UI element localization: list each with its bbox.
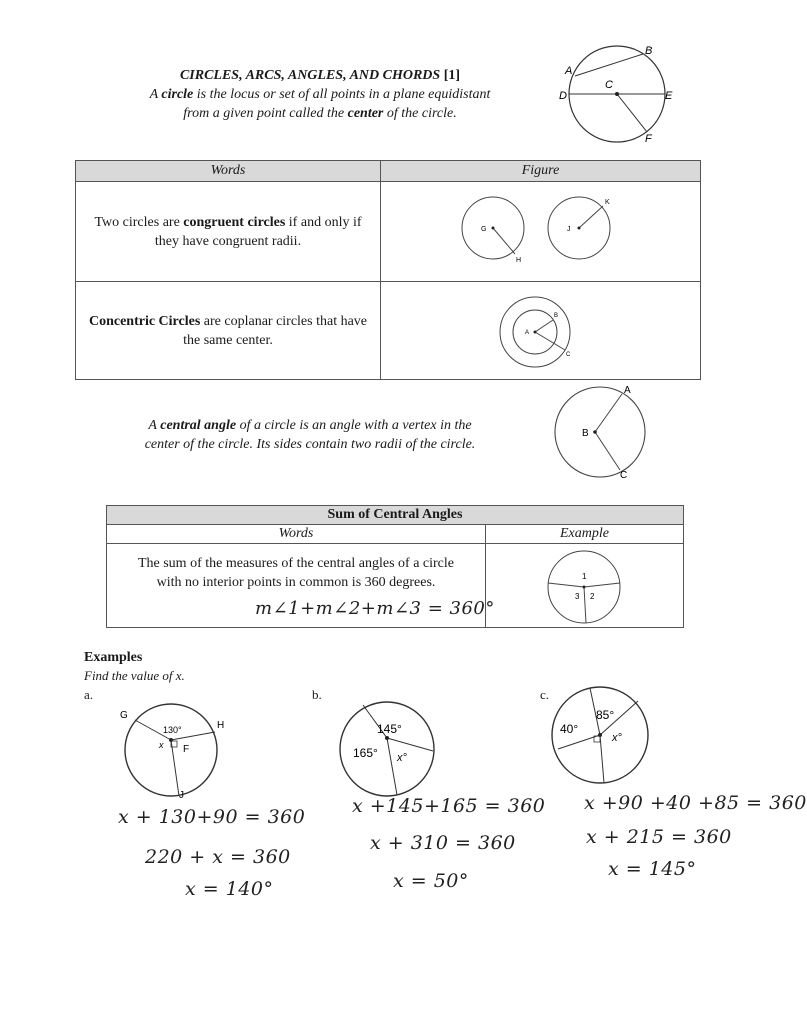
label-c: C	[605, 79, 613, 91]
label-b: B	[582, 428, 589, 439]
examples-instruction: Find the value of x.	[84, 668, 185, 683]
congruent-circles-figure	[461, 192, 631, 272]
example-c-figure	[550, 683, 660, 793]
circle-definition-line1	[110, 85, 530, 104]
example-c-label: c.	[540, 687, 550, 702]
example-a-work-line2: 220 + x = 360	[145, 846, 291, 868]
term-concentric-circles: Concentric Circles	[88, 313, 201, 329]
text: A	[149, 87, 162, 102]
center-point	[615, 92, 619, 96]
label-g: G	[120, 710, 128, 721]
radius-cf	[617, 94, 647, 132]
col-example-header: Example	[486, 525, 684, 544]
label-x: x	[159, 740, 164, 750]
example-c-work-line2: x + 215 = 360	[586, 826, 732, 848]
label-h: H	[217, 720, 225, 731]
congruent-circles-figure-cell	[381, 182, 701, 282]
label-a: A	[565, 65, 573, 77]
label-145: 145°	[377, 722, 402, 736]
text: are coplanar circles that have the same center.	[183, 313, 368, 348]
sum-central-angles-table	[106, 505, 684, 628]
central-angle-line2: center of the circle. Its sides contain two radii of the circle.	[144, 437, 476, 452]
text: if and only if they have congruent radii.	[154, 214, 362, 249]
label-j: J	[179, 790, 184, 801]
label-j: J	[567, 226, 571, 233]
definitions-table	[75, 160, 701, 380]
concentric-circles-figure	[495, 292, 575, 372]
label-e: E	[665, 90, 673, 102]
text: Two circles are	[94, 214, 184, 230]
label-165: 165°	[353, 746, 378, 760]
table-title: Sum of Central Angles	[107, 506, 684, 525]
page-header	[110, 66, 530, 123]
label-3: 3	[575, 592, 580, 601]
title-text: CIRCLES, ARCS, ANGLES, AND CHORDS	[179, 68, 441, 83]
sum-rule-line2: with no interior points in common is 360 degrees.	[156, 575, 436, 590]
label-40: 40°	[560, 722, 579, 736]
congruent-circles-definition	[76, 182, 381, 282]
example-figure-cell	[486, 544, 684, 628]
label-130: 130°	[163, 725, 182, 735]
example-b-label: b.	[312, 687, 322, 702]
example-b-work-line3: x = 50°	[393, 870, 469, 892]
example-a-figure	[115, 700, 255, 800]
example-a-work-line1: x + 130+90 = 360	[118, 806, 306, 828]
label-c: C	[620, 470, 628, 481]
label-f: F	[645, 133, 652, 145]
central-angle-line1	[110, 416, 510, 435]
label-h: H	[516, 257, 522, 264]
text: of the circle.	[383, 106, 457, 121]
sum-rule-line1: The sum of the measures of the central angles of a circle	[137, 556, 455, 571]
sum-rule-cell	[107, 544, 495, 628]
concentric-circles-figure-cell	[381, 282, 701, 380]
sum-example-figure	[544, 547, 624, 627]
label-g: G	[481, 226, 487, 233]
label-x: x°	[397, 752, 407, 764]
handwritten-equation: m∠1+m∠2+m∠3 = 360°	[255, 598, 495, 619]
col-words-header: Words	[76, 161, 381, 182]
label-1: 1	[582, 572, 587, 581]
col-words-header: Words	[107, 525, 486, 544]
label-b: B	[554, 313, 559, 319]
label-a: A	[525, 330, 530, 336]
sum-rule-text	[107, 554, 485, 592]
label-f: F	[183, 744, 190, 755]
term-central-angle: central angle	[160, 418, 237, 433]
label-x: x°	[612, 732, 622, 744]
example-c-work-line1: x +90 +40 +85 = 360	[584, 792, 807, 814]
concentric-circles-definition	[76, 282, 381, 380]
example-a-work-line3: x = 140°	[185, 878, 274, 900]
circle-figure-top	[555, 42, 685, 145]
text: is the locus or set of all points in a plane equidistant	[193, 87, 491, 102]
examples-heading: Examples	[84, 650, 143, 665]
example-c-work-line3: x = 145°	[608, 858, 697, 880]
label-b: B	[645, 45, 653, 57]
text: from a given point called the	[183, 106, 348, 121]
term-congruent-circles: congruent circles	[183, 214, 286, 230]
central-angle-figure	[550, 382, 660, 482]
title-number: [1]	[443, 68, 461, 83]
label-k: K	[605, 199, 610, 206]
example-b-work-line2: x + 310 = 360	[370, 832, 516, 854]
example-a-label: a.	[84, 687, 94, 702]
col-figure-header: Figure	[381, 161, 701, 182]
central-angle-definition	[110, 416, 510, 454]
example-b-figure	[335, 695, 445, 805]
term-center: center	[347, 106, 384, 121]
label-85: 85°	[596, 708, 615, 722]
label-c: C	[566, 352, 571, 358]
text: A	[148, 418, 161, 433]
example-b-work-line1: x +145+165 = 360	[352, 795, 546, 817]
page-title	[110, 66, 530, 85]
circle-definition-line2	[110, 104, 530, 123]
term-circle: circle	[161, 87, 194, 102]
label-a: A	[624, 385, 631, 396]
text: of a circle is an angle with a vertex in the	[236, 418, 472, 433]
label-d: D	[559, 90, 567, 102]
label-2: 2	[590, 592, 595, 601]
